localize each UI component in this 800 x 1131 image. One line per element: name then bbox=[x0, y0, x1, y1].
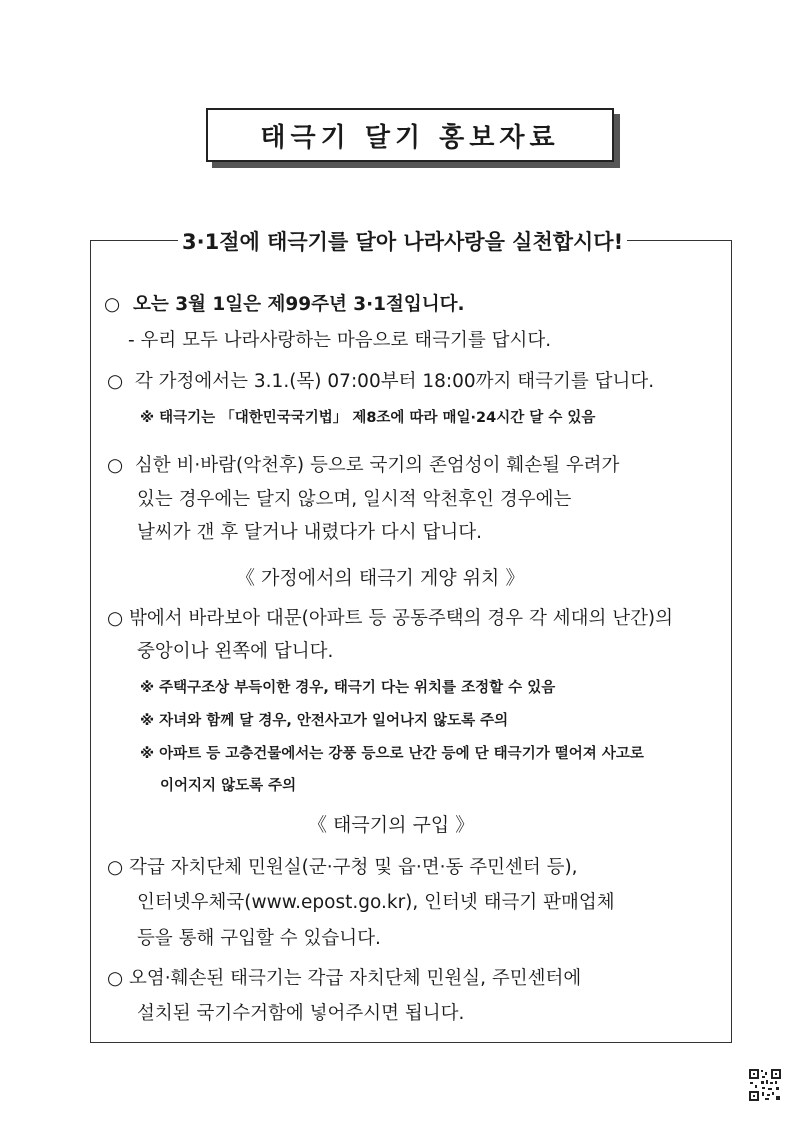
location-line-2: 중앙이나 왼쪽에 답니다. bbox=[137, 641, 334, 662]
item-1-sub: - 우리 모두 나라사랑하는 마음으로 태극기를 답시다. bbox=[128, 330, 552, 351]
disposal-line-2: 설치된 국기수거함에 넣어주시면 됩니다. bbox=[137, 1003, 465, 1024]
location-note-3: ※ 아파트 등 고층건물에서는 강풍 등으로 난간 등에 단 태극기가 떨어져 사고로 bbox=[140, 746, 644, 762]
item-1: ○ 오는 3월 1일은 제99주년 3·1절입니다. bbox=[104, 294, 465, 315]
purchase-line-3: 등을 통해 구입할 수 있습니다. bbox=[137, 928, 381, 949]
item-2: ○ 각 가정에서는 3.1.(목) 07:00부터 18:00까지 태극기를 답니다. bbox=[107, 371, 655, 392]
disposal-line-1: ○ 오염·훼손된 태극기는 각급 자치단체 민원실, 주민센터에 bbox=[107, 968, 582, 989]
purchase-line-2: 인터넷우체국(www.epost.go.kr), 인터넷 태극기 판매업체 bbox=[137, 892, 615, 913]
qr-code-icon bbox=[748, 1068, 782, 1102]
item-2-note: ※ 태극기는 「대한민국국기법」 제8조에 따라 매일·24시간 달 수 있음 bbox=[140, 410, 596, 426]
section-title-purchase: 《 태극기의 구입 》 bbox=[308, 814, 475, 836]
document-title: 태극기 달기 홍보자료 bbox=[206, 108, 614, 162]
item-3-line3: 날씨가 갠 후 달거나 내렸다가 다시 답니다. bbox=[137, 522, 482, 543]
location-note-3-cont: 이어지지 않도록 주의 bbox=[160, 778, 297, 794]
purchase-line-1: ○ 각급 자치단체 민원실(군·구청 및 읍·면·동 주민센터 등), bbox=[107, 857, 578, 878]
section-title-location: 《 가정에서의 태극기 게양 위치 》 bbox=[236, 567, 525, 589]
location-note-1: ※ 주택구조상 부득이한 경우, 태극기 다는 위치를 조정할 수 있음 bbox=[140, 680, 556, 696]
location-line-1: ○ 밖에서 바라보아 대문(아파트 등 공동주택의 경우 각 세대의 난간)의 bbox=[107, 608, 674, 629]
item-3-line2: 있는 경우에는 달지 않으며, 일시적 악천후인 경우에는 bbox=[137, 489, 572, 510]
location-note-2: ※ 자녀와 함께 달 경우, 안전사고가 일어나지 않도록 주의 bbox=[140, 713, 509, 729]
frame-heading: 3·1절에 태극기를 달아 나라사랑을 실천합시다! bbox=[178, 226, 627, 256]
item-3: ○ 심한 비·바람(악천후) 등으로 국기의 존엄성이 훼손될 우려가 bbox=[107, 455, 620, 476]
